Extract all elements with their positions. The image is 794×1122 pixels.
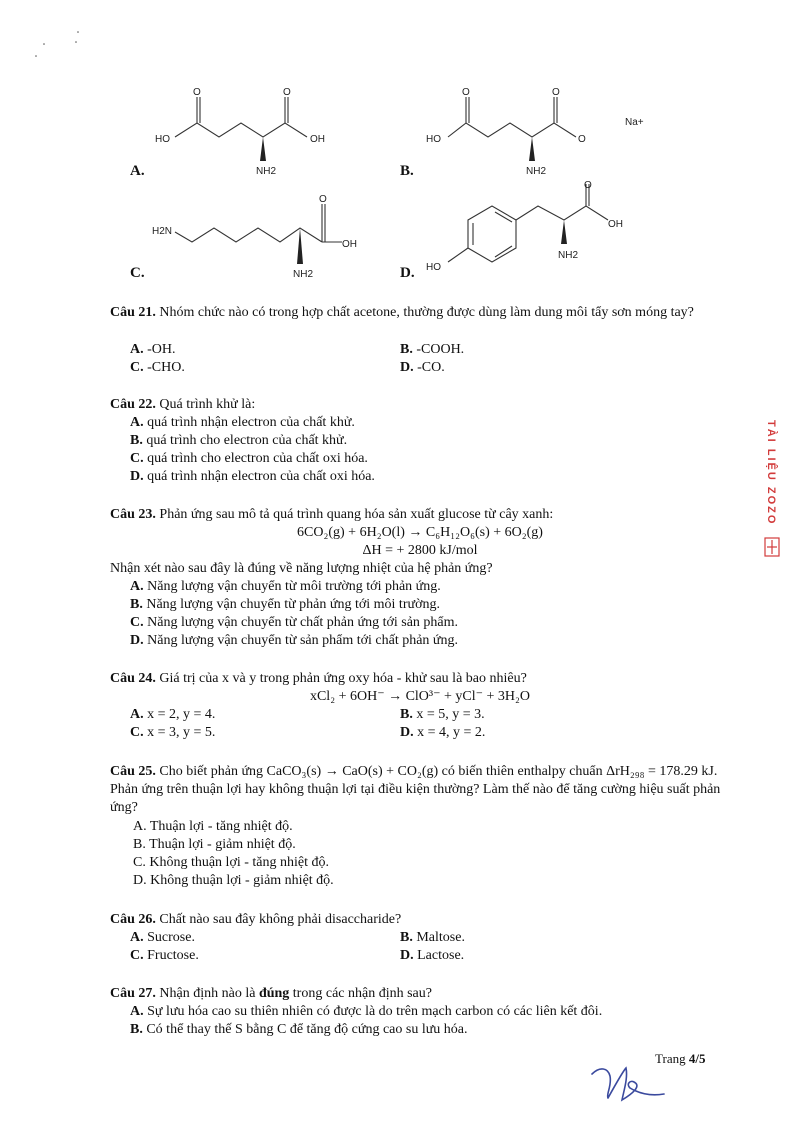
structure-d-label: D. (400, 265, 415, 281)
svg-text:HO: HO (426, 134, 441, 145)
option-a: A. x = 2, y = 4. (130, 707, 216, 722)
option-d: D. x = 4, y = 2. (400, 725, 486, 740)
question-stem: Câu 21. Nhóm chức nào có trong hợp chất acetone, thường được dùng làm dung môi tẩy sơn móng tay? (110, 305, 694, 320)
svg-text:O: O (578, 134, 586, 145)
structure-b (420, 85, 660, 180)
stamp-graphic (762, 416, 784, 576)
option-c: C. Không thuận lợi - tăng nhiệt độ. (133, 855, 329, 870)
structure-a-label: A. (130, 163, 145, 179)
svg-text:O: O (552, 87, 560, 98)
svg-text:O: O (319, 194, 327, 205)
svg-text:OH: OH (608, 219, 623, 230)
option-b: B. -COOH. (400, 342, 465, 357)
svg-text:HO: HO (426, 262, 441, 273)
svg-text:O: O (584, 180, 592, 191)
svg-text:OH: OH (310, 134, 325, 145)
svg-text:NH2: NH2 (256, 166, 277, 177)
structure-b-label: B. (400, 163, 414, 179)
svg-text:O: O (462, 87, 470, 98)
question-23: Câu 23. Phản ứng sau mô tả quá trình quang hóa sản xuất glucose từ cây xanh: (110, 507, 554, 522)
svg-text:NH2: NH2 (558, 250, 579, 261)
question-24: Câu 24. Giá trị của x và y trong phản ứng oxy hóa - khử sau là bao nhiêu? (110, 671, 527, 686)
page-number: Trang 4/5 (655, 1051, 706, 1066)
equation: xCl₂ + 6OH⁻ → ClO³⁻ + yCl⁻ + 3H₂O (309, 689, 531, 704)
structure-d (420, 178, 640, 283)
equation: 6CO₂(g) + 6H₂O(l) → C₆H₁₂O₆(s) + 6O₂(g) (297, 525, 543, 540)
option-d: D. Năng lượng vận chuyển từ sản phẩm tới chất phản ứng. (130, 633, 459, 648)
svg-text:TÀI LIỆU ZOZO: TÀI LIỆU ZOZO (765, 420, 777, 526)
signature (590, 1060, 680, 1105)
watermark-stamp (762, 416, 784, 576)
svg-text:OH: OH (342, 239, 357, 250)
option-b: B. x = 5, y = 3. (400, 707, 485, 722)
question-22: Câu 22. Quá trình khử là: (110, 397, 256, 412)
option-a: A. Sự lưu hóa cao su thiên nhiên có được là do trên mạch carbon có các liên kết đôi. (130, 1004, 603, 1019)
option-c: C. x = 3, y = 5. (130, 725, 216, 740)
option-d: D. Lactose. (400, 948, 465, 963)
option-b: B. Có thể thay thế S bằng C để tăng độ cứng cao su lưu hóa. (130, 1022, 468, 1037)
option-a: A. Thuận lợi - tăng nhiệt độ. (133, 819, 293, 834)
option-b: B. Thuận lợi - giảm nhiệt độ. (133, 837, 296, 852)
option-d: D. Không thuận lợi - giảm nhiệt độ. (133, 873, 334, 888)
option-d: D. -CO. (400, 360, 445, 375)
option-c: C. quá trình cho electron của chất oxi hóa. (130, 451, 368, 466)
option-a: A. Sucrose. (130, 930, 195, 945)
option-d: D. quá trình nhận electron của chất oxi hóa. (130, 469, 375, 484)
structure-c-label: C. (130, 265, 145, 281)
option-b: B. Năng lượng vận chuyển từ phản ứng tới môi trường. (130, 597, 440, 612)
question-27: Câu 27. Nhận định nào là đúng trong các nhận định sau? (110, 986, 432, 1001)
question-25: Câu 25. Cho biết phản ứng CaCO₃(s) → CaO(s) + CO₂(g) có biến thiên enthalpy chuẩn ΔrH₂₉₈ = 178.29 kJ. Phản ứng trên thuận lợi hay không thuận lợi tại điều kiện thường? Làm thế nào để tăng cường hiệu suất phản ứng? (110, 764, 721, 815)
option-a: A. Năng lượng vận chuyển từ môi trường tới phản ứng. (130, 579, 441, 594)
question-prompt: Nhận xét nào sau đây là đúng về năng lượng nhiệt của hệ phản ứng? (110, 561, 493, 576)
question-21 (110, 304, 730, 322)
option-b: B. Maltose. (400, 930, 465, 945)
svg-text:O: O (283, 87, 291, 98)
scan-specks (30, 30, 90, 60)
option-c: C. -CHO. (130, 360, 185, 375)
svg-text:Na+: Na+ (625, 117, 644, 128)
svg-text:O: O (193, 87, 201, 98)
option-a: A. quá trình nhận electron của chất khử. (130, 415, 355, 430)
svg-text:NH2: NH2 (293, 269, 314, 280)
svg-text:HO: HO (155, 134, 170, 145)
option-c: C. Năng lượng vận chuyển từ chất phản ứng tới sản phẩm. (130, 615, 459, 630)
enthalpy: ΔH = + 2800 kJ/mol (362, 543, 478, 558)
svg-text:NH2: NH2 (526, 166, 547, 177)
structure-c (150, 190, 380, 285)
option-a: A. -OH. (130, 342, 176, 357)
option-b: B. quá trình cho electron của chất khử. (130, 433, 348, 448)
option-c: C. Fructose. (130, 948, 199, 963)
structure-a (145, 85, 345, 180)
svg-text:H2N: H2N (152, 226, 173, 237)
question-26: Câu 26. Chất nào sau đây không phải disaccharide? (110, 912, 402, 927)
